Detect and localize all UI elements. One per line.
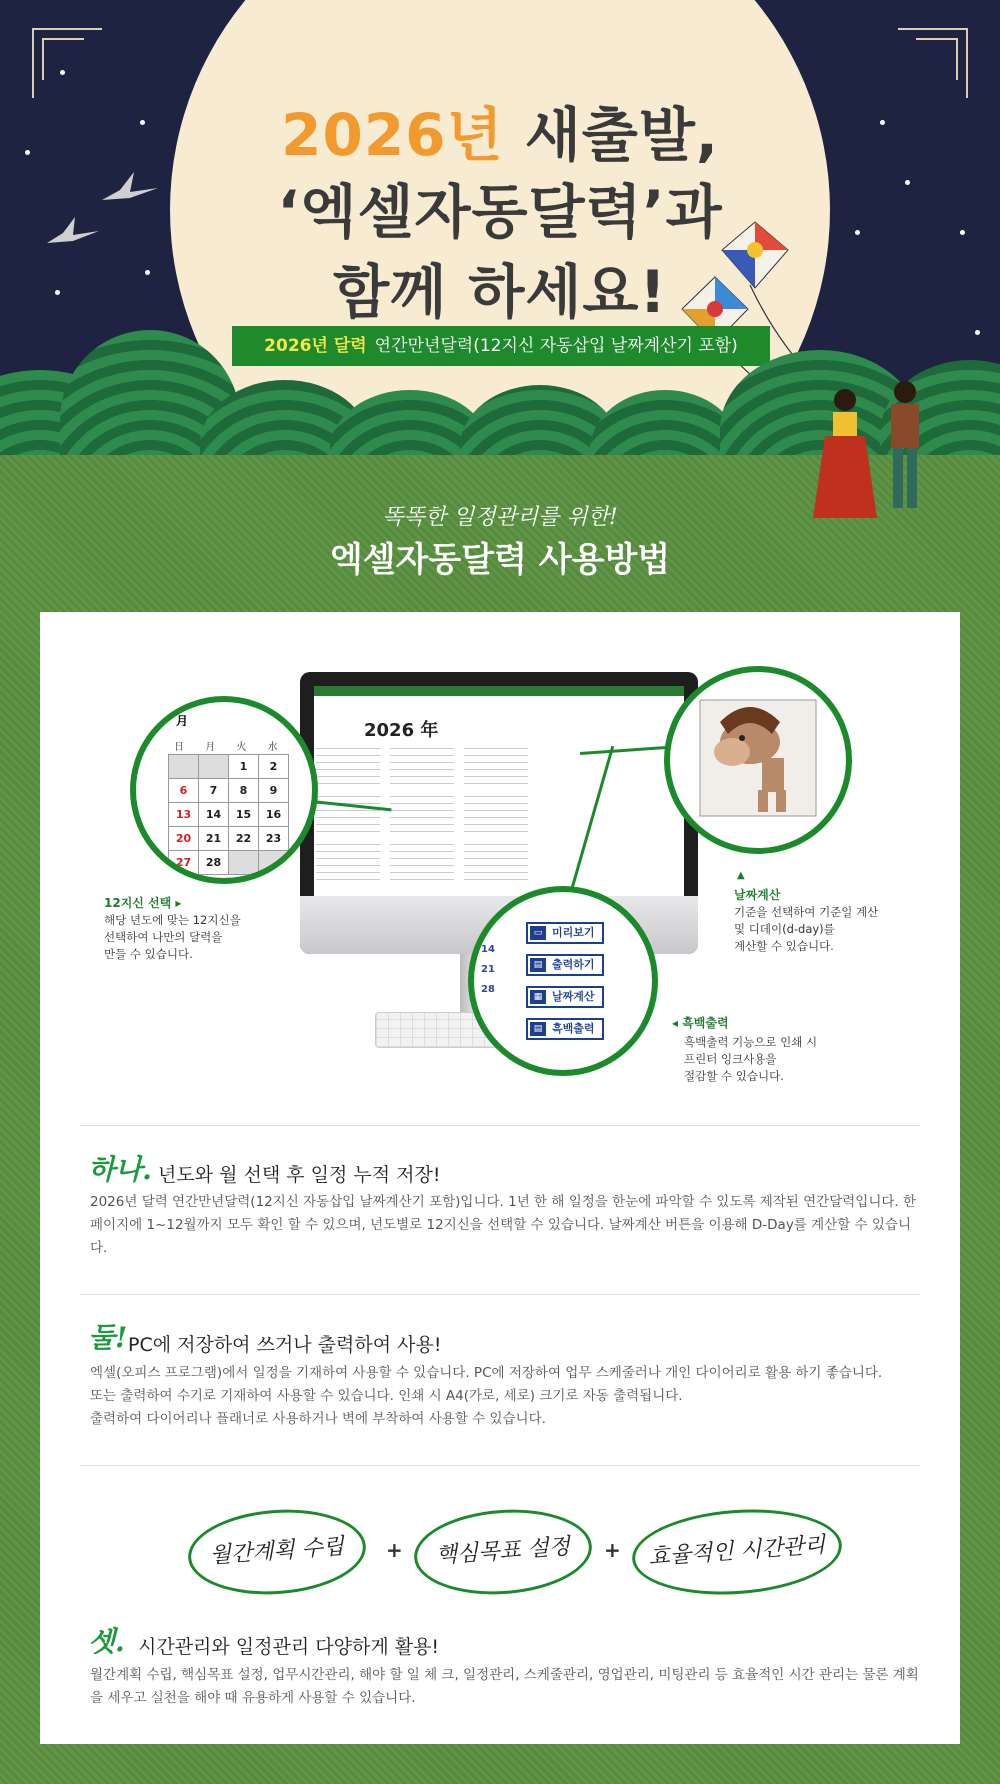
section-title: 시간관리와 일정관리 다양하게 활용! (138, 1636, 440, 1658)
date-calc-feature-desc: 기준을 선택하여 기준일 계산 및 디데이(d-day)를 계산할 수 있습니다. (734, 905, 879, 953)
oval-time-management: 효율적인 시간관리 (629, 1503, 844, 1601)
calendar-grid (168, 754, 289, 875)
calculator-icon: ▦ (530, 990, 546, 1004)
mini-month (390, 746, 454, 784)
calendar-day-cell: 9 (259, 779, 289, 803)
calendar-day-cell: 7 (199, 779, 229, 803)
section-body: 2026년 달력 연간만년달력(12지신 자동삽입 날짜계산기 포함)입니다. 1년 한 해 일정을 한눈에 파악할 수 있도록 제작된 연간달력입니다. 한 페이지에 1~12월까지 모두 확인 할 수 있으며, 년도별로 12지신을 선택할 수 있습니다. 날짜계산 버튼을 이용해 D-Day를 계산할 수 있습니다. (90, 1194, 917, 1256)
section-number: 둘! (88, 1321, 128, 1354)
calendar-day-cell: 20 (169, 827, 199, 851)
subtitle-text: 연간만년달력(12지신 자동삽입 날짜계산기 포함) (374, 336, 738, 356)
buttons-zoom-circle (468, 886, 658, 1076)
calendar-day-cell (169, 755, 199, 779)
mini-month (316, 842, 380, 880)
hero-title-year: 2026년 (281, 101, 504, 169)
mono-print-button[interactable]: ▤ 흑백출력 (526, 1018, 604, 1040)
mini-month (464, 842, 528, 880)
hero-title-rest: 새출발, (503, 101, 719, 169)
calendar-day-cell (229, 851, 259, 875)
calendar-day-cell: 6 (169, 779, 199, 803)
calendar-day-cell: 15 (229, 803, 259, 827)
calendar-day-cell (259, 851, 289, 875)
print-button[interactable]: ▤ 출력하기 (526, 954, 604, 976)
method-script-line: 똑똑한 일정관리를 위한! (382, 505, 618, 530)
divider (80, 1465, 920, 1466)
method-title: 엑셀자동달력 사용방법 (329, 540, 671, 580)
mini-month (390, 794, 454, 832)
mini-month (316, 746, 380, 784)
hero-title-line1 (0, 88, 1000, 172)
monitor-screen (314, 686, 684, 896)
calendar-day-cell: 28 (199, 851, 229, 875)
excel-ribbon (314, 686, 684, 696)
mini-month (316, 794, 380, 832)
calendar-month-label: 月 (176, 714, 189, 728)
calendar-day-cell: 22 (229, 827, 259, 851)
mono-print-feature-desc: 흑백출력 기능으로 인쇄 시 프린터 잉크사용을 절감할 수 있습니다. (684, 1035, 818, 1083)
calendar-week-row (169, 827, 289, 851)
calendar-day-cell: 14 (199, 803, 229, 827)
oval-key-goal: 핵심목표 설정 (411, 1504, 594, 1600)
plus-sign: + (386, 1538, 403, 1562)
family-kite-illustration (795, 370, 945, 520)
calendar-week-row (169, 851, 289, 875)
calendar-side-number: 14 (481, 944, 495, 955)
section-number: 하나. (88, 1153, 152, 1186)
date-calc-button[interactable]: ▦ 날짜계산 (526, 986, 604, 1008)
section-title: 년도와 월 선택 후 일정 누적 저장! (158, 1164, 441, 1186)
section-body: 월간계획 수립, 핵심목표 설정, 업무시간관리, 해야 할 일 체 크, 일정관리, 스케줄관리, 영업관리, 미팅관리 등 효율적인 시간 관리는 물론 계획을 세우고 실천을 해야 때 유용하게 사용할 수 있습니다. (90, 1667, 919, 1706)
calendar-week-row (169, 779, 289, 803)
subtitle-highlight: 2026년 달력 (264, 336, 367, 356)
divider (80, 1125, 920, 1126)
calendar-day-cell: 2 (259, 755, 289, 779)
date-calc-feature-title: 날짜계산 (734, 888, 781, 902)
calendar-day-cell: 21 (199, 827, 229, 851)
screen-calendar-year: 2026 年 (364, 720, 439, 741)
calendar-day-cell: 16 (259, 803, 289, 827)
calendar-week-row (169, 803, 289, 827)
section-title: PC에 저장하여 쓰거나 출력하여 사용! (128, 1334, 442, 1356)
mini-month (464, 794, 528, 832)
calendar-day-cell: 27 (169, 851, 199, 875)
hero-title-line3: 함께 하세요! (333, 258, 667, 326)
arrow-up-icon: ▲ (737, 870, 745, 881)
mini-month (390, 842, 454, 880)
star (60, 70, 65, 75)
calendar-weekday-header: 日 月 火 水 (174, 742, 278, 753)
mono-print-feature-title: ◂ 흑백출력 (672, 1016, 729, 1030)
section-number: 셋. (88, 1625, 125, 1658)
preview-icon: ▭ (530, 926, 546, 940)
preview-button[interactable]: ▭ 미리보기 (526, 922, 604, 944)
calendar-side-number: 28 (481, 984, 495, 995)
zodiac-feature-desc: 해당 년도에 맞는 12지신을 선택하여 나만의 달력을 만들 수 있습니다. (104, 913, 241, 961)
print-icon: ▤ (530, 958, 546, 972)
calendar-week-row (169, 755, 289, 779)
calendar-side-number: 21 (481, 964, 495, 975)
oval-monthly-plan: 월간계획 수립 (185, 1504, 368, 1600)
calendar-day-cell: 1 (229, 755, 259, 779)
divider (80, 1294, 920, 1295)
horse-zoom-circle (664, 666, 852, 854)
calendar-zoom-circle (130, 696, 318, 884)
calendar-day-cell: 23 (259, 827, 289, 851)
calendar-day-cell (199, 755, 229, 779)
horse-mascot-icon (670, 672, 846, 848)
plus-sign: + (604, 1538, 621, 1562)
hero-title-line2: ‘엑셀자동달력’과 (277, 178, 723, 246)
calendar-day-cell: 8 (229, 779, 259, 803)
section-body: 엑셀(오피스 프로그램)에서 일정을 기재하여 사용할 수 있습니다. PC에 저장하여 업무 스케줄러나 개인 다이어리로 활용 하기 좋습니다. 또는 출력하여 수기로 기재하여 사용할 수 있습니다. 인쇄 시 A4(가로, 세로) 크기로 자동 출력됩니다. 출력하여 다이어리나 플래너로 사용하거나 벽에 부착하여 사용할 수 있습니다. (90, 1365, 883, 1427)
mini-month (464, 746, 528, 784)
calendar-day-cell: 13 (169, 803, 199, 827)
zodiac-feature-title: 12지신 선택 ▸ (104, 896, 182, 910)
mono-print-icon: ▤ (530, 1022, 546, 1036)
